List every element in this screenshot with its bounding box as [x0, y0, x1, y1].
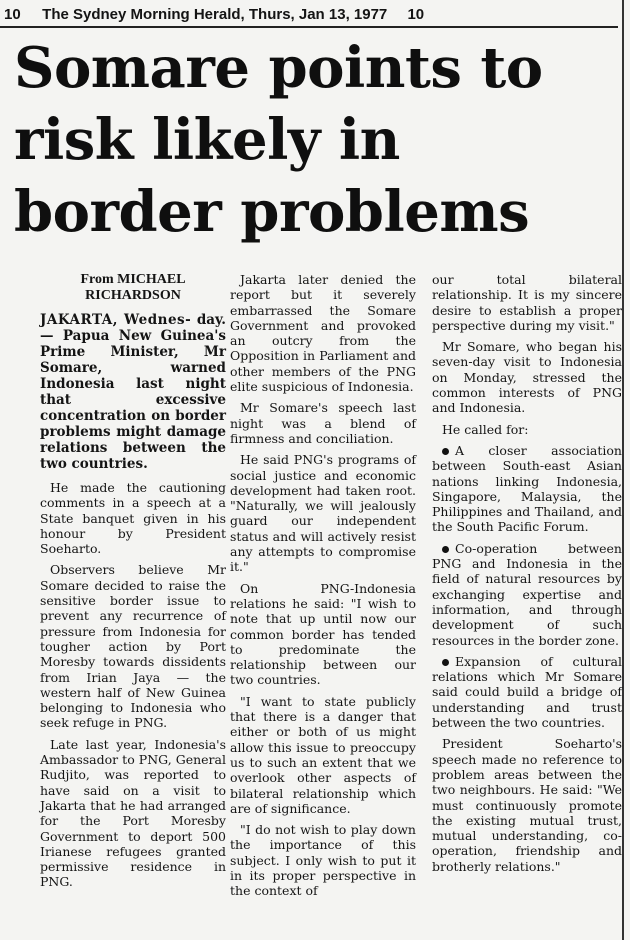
page-edge-rule: [622, 0, 624, 940]
bullet-icon: [442, 546, 449, 553]
column-1: [40, 272, 226, 896]
called-for-heading: He called for:: [442, 421, 529, 437]
paper-dateline: The Sydney Morning Herald, Thurs, Jan 13, 1977: [42, 6, 388, 23]
paragraph: On PNG-Indonesia relations he said: "I wish to note that up until now our common border has tended to predominate the relationship between our two countries.: [230, 580, 416, 688]
masthead-rule: [0, 26, 618, 28]
byline: [40, 272, 226, 304]
bullet-icon: [442, 659, 449, 666]
article-body: [40, 272, 620, 932]
paragraph: He said PNG's programs of social justice and economic development had taken root. "Naturally, we will jealously guard our independent status and will actively resist any attempts to compromise it.": [230, 452, 416, 575]
paragraph: Late last year, Indonesia's Ambassador to PNG, General Rudjito, was reported to have said on a visit to Jakarta that he had arranged for the Port Moresby Government to deport 500 Irianese refugees granted permissive residence in PNG.: [40, 736, 226, 890]
masthead: [4, 4, 604, 26]
closing-paragraph: President Soeharto's speech made no reference to problem areas between the two neighbours. He said: "We must continuously promote the existing mutual trust, mutual understanding, co-operation, friendship and brotherly relations.": [432, 736, 622, 874]
paragraph: Mr Somare, who began his seven-day visit to Indonesia on Monday, stressed the common interests of PNG and Indonesia.: [432, 339, 622, 416]
bullet-text: Expansion of cultural relations which Mr Somare said could build a bridge of understanding and trust between the two countries.: [432, 653, 622, 731]
bullet-item: [432, 541, 622, 648]
lead-text: day. — Papua New Guinea's Prime Minister, Mr Somare, warned Indonesia last night that excessive concentration on border problems might damage relations between the two countries.: [40, 312, 226, 472]
bullet-icon: [442, 448, 449, 455]
paragraph: Observers believe Mr Somare decided to raise the sensitive border issue to prevent any recurrence of pressure from Indonesia for tougher action by Port Moresby towards dissidents from Irian Jaya — the western half of New Guinea belonging to Indonesia who seek refuge in PNG.: [40, 562, 226, 731]
paragraph: "I want to state publicly that there is a danger that either or both of us might allow this issue to preoccupy us to such an extent that we overlook other aspects of bilateral relationship which are of significance.: [230, 693, 416, 816]
paragraph: "I do not wish to play down the importance of this subject. I only wish to put it in its proper perspective in the context of: [230, 822, 416, 899]
headline-line-3: border problems: [14, 179, 530, 245]
column-3: [432, 272, 622, 880]
bullet-item: [432, 443, 622, 535]
byline-from: From MICHAEL: [80, 272, 186, 287]
lead-dateline: JAKARTA, Wednes-: [40, 312, 192, 328]
byline-name: RICHARDSON: [85, 288, 181, 303]
paragraph: Mr Somare's speech last night was a blend of firmness and conciliation.: [230, 400, 416, 446]
bullet-text: Co-operation between PNG and Indonesia in the field of natural resources by exchanging expertise and information, and through development of such resources in the border zone.: [432, 540, 622, 648]
headline-line-1: Somare points to: [14, 35, 543, 101]
page-number-left: 10: [4, 6, 21, 23]
paragraph: Jakarta later denied the report but it severely embarrassed the Somare Government and provoked an outcry from the Opposition in Parliament and other members of the PNG elite suspicious of Indonesia.: [230, 272, 416, 395]
bullet-item: [432, 654, 622, 730]
column-2: [230, 272, 416, 905]
lead-paragraph: [40, 312, 226, 472]
bullet-text: A closer association between South-east Asian nations linking Indonesia, Singapore, Malaysia, the Philippines and Thailand, and the South Pacific Forum.: [432, 442, 622, 535]
paragraph: He made the cautioning comments in a speech at a State banquet given in his honour by President Soeharto.: [40, 480, 226, 557]
headline: [14, 32, 614, 248]
page-number-right: 10: [407, 6, 425, 23]
headline-line-2: risk likely in: [14, 107, 400, 173]
continuation-paragraph: our total bilateral relationship. It is my sincere desire to establish a proper perspective during my visit.": [432, 272, 622, 333]
